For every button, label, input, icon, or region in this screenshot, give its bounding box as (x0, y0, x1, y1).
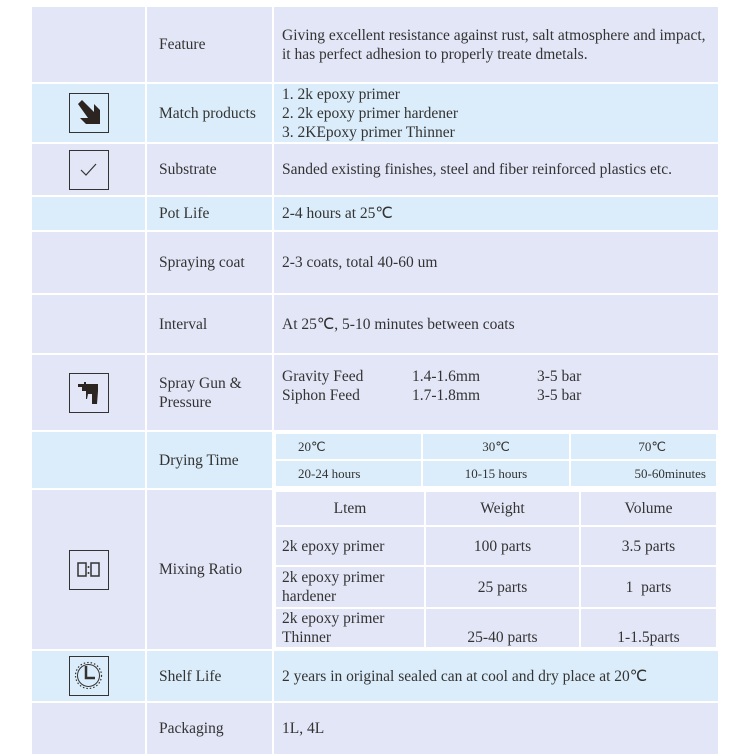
nozzle-size: 1.4-1.6mm (412, 367, 481, 385)
row-match-products (31, 83, 719, 143)
clock-icon (69, 656, 109, 696)
drying-duration: 10-15 hours (422, 460, 569, 487)
mixing-header: Weight (425, 491, 580, 526)
drying-temp: 70℃ (570, 433, 717, 460)
row-spray-gun (31, 354, 719, 431)
label-substrate: Substrate (146, 143, 273, 196)
mixing-weight: 25-40 parts (425, 608, 580, 648)
value-spraying-coat: 2-3 coats, total 40-60 um (273, 231, 719, 294)
pressure: 3-5 bar (537, 367, 582, 385)
value-pot-life: 2-4 hours at 25℃ (273, 196, 719, 231)
row-feature (31, 6, 719, 83)
value-feature: Giving excellent resistance against rust, salt atmosphere and impact, it has perfect adhesion to properly treate dmetals. (273, 6, 719, 83)
drying-duration: 20-24 hours (275, 460, 422, 487)
value-interval: At 25℃, 5-10 minutes between coats (273, 294, 719, 354)
label-interval: Interval (146, 294, 273, 354)
ratio-icon (69, 550, 109, 590)
label-feature: Feature (146, 6, 273, 83)
row-packaging (31, 702, 719, 755)
feed-type: Siphon Feed (282, 386, 360, 404)
label-match-products: Match products (146, 83, 273, 143)
row-substrate (31, 143, 719, 196)
label-spray-gun: Spray Gun & Pressure (146, 354, 273, 431)
mixing-item: 2k epoxy primer Thinner (275, 608, 425, 648)
value-substrate: Sanded existing finishes, steel and fiber reinforced plastics etc. (273, 143, 719, 196)
mixing-weight: 25 parts (425, 566, 580, 608)
mixing-item: 2k epoxy primer (275, 526, 425, 566)
row-pot-life (31, 196, 719, 231)
label-mixing-ratio: Mixing Ratio (146, 489, 273, 650)
mixing-weight: 100 parts (425, 526, 580, 566)
checkmark-icon (69, 150, 109, 190)
row-spraying-coat (31, 231, 719, 294)
gun-row (282, 367, 718, 386)
match-item: 3. 2KEpoxy primer Thinner (282, 123, 455, 141)
gun-row (282, 386, 718, 405)
value-shelf-life: 2 years in original sealed can at cool and dry place at 20℃ (273, 650, 719, 702)
row-mixing-ratio (31, 489, 719, 650)
mixing-volume: 1-1.5parts (580, 608, 717, 648)
nozzle-size: 1.7-1.8mm (412, 386, 481, 404)
mixing-header: Volume (580, 491, 717, 526)
row-interval (31, 294, 719, 354)
label-packaging: Packaging (146, 702, 273, 755)
product-spec-table (30, 5, 720, 756)
label-shelf-life: Shelf Life (146, 650, 273, 702)
label-spraying-coat: Spraying coat (146, 231, 273, 294)
drying-temp: 20℃ (275, 433, 422, 460)
row-shelf-life (31, 650, 719, 702)
mixing-volume: 3.5 parts (580, 526, 717, 566)
match-item: 1. 2k epoxy primer (282, 85, 400, 103)
mixing-header: Ltem (275, 491, 425, 526)
mixing-item: 2k epoxy primer hardener (275, 566, 425, 608)
match-item: 2. 2k epoxy primer hardener (282, 104, 459, 122)
drying-temp: 30℃ (422, 433, 569, 460)
arrow-down-right-icon (69, 93, 109, 133)
pressure: 3-5 bar (537, 386, 582, 404)
row-drying-time (31, 431, 719, 489)
drying-duration: 50-60minutes (570, 460, 717, 487)
feed-type: Gravity Feed (282, 367, 364, 385)
label-pot-life: Pot Life (146, 196, 273, 231)
label-drying-time: Drying Time (146, 431, 273, 489)
value-packaging: 1L, 4L (273, 702, 719, 755)
mixing-volume: 1 parts (580, 566, 717, 608)
spray-gun-icon (69, 373, 109, 413)
